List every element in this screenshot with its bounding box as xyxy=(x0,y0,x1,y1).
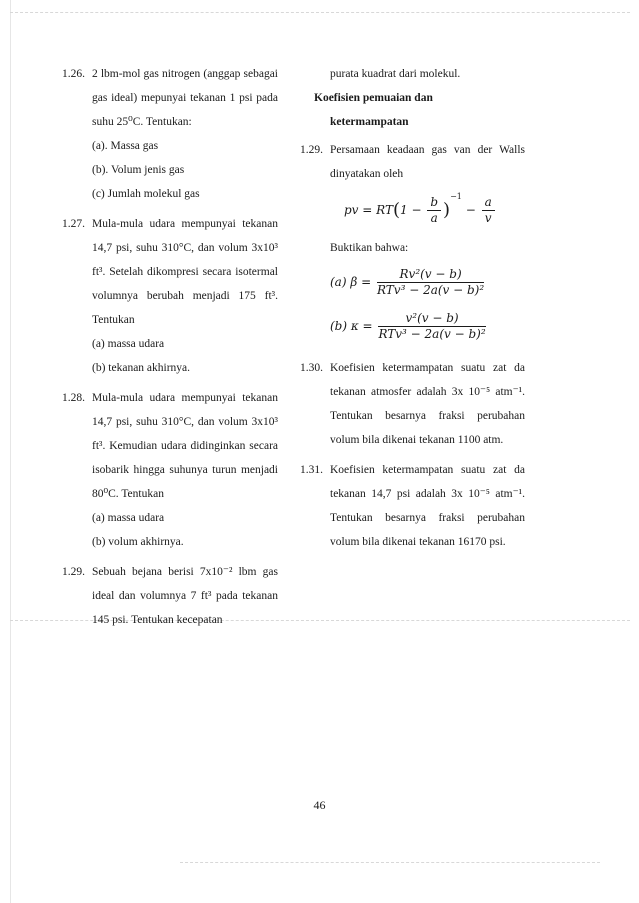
scan-edge-left xyxy=(10,0,11,903)
problem-text: Mula-mula udara mempunyai tekanan 14,7 psi, suhu 310°C, dan volum 3x10³ ft³. Kemudian udara didinginkan secara isobarik hingga suhunya turun menjadi 80⁰C. Tentukan xyxy=(92,392,278,500)
equation-kappa xyxy=(300,304,525,348)
problem-1-26 xyxy=(62,62,278,206)
problem-number: 1.26. xyxy=(62,68,85,80)
fraction-kappa xyxy=(378,311,485,342)
problem-text: Sebuah bejana berisi 7x10⁻² lbm gas ideal dan volumnya 7 ft³ pada tekanan 145 psi. Tentukan kecepatan xyxy=(92,566,278,626)
fraction-a-over-v xyxy=(482,195,495,226)
fraction-b-over-a xyxy=(427,195,441,226)
numerator: a xyxy=(482,195,495,211)
problem-text: Koefisien ketermampatan suatu zat da tekanan 14,7 psi adalah 3x 10⁻⁵ atm⁻¹. Tentukan besarnya fraksi perubahan volum bila dikenai tekanan 16170 psi. xyxy=(330,464,525,548)
problem-1-28 xyxy=(62,386,278,554)
eq-one: 1 − xyxy=(400,203,422,217)
problem-1-31 xyxy=(300,458,525,554)
equation-van-der-waals xyxy=(300,188,525,232)
problem-number: 1.29. xyxy=(62,566,85,578)
problem-text: 2 lbm-mol gas nitrogen (anggap sebagai gas ideal) mepunyai tekanan 1 psi pada suhu 25⁰C. Tentukan: xyxy=(92,68,278,128)
problem-text: Mula-mula udara mempunyai tekanan 14,7 psi, suhu 310°C, dan volum 3x10³ ft³. Setelah dikompresi secara isotermal volumnya berubah menjadi 175 ft³. Tentukan xyxy=(92,218,278,326)
item: (a) massa udara xyxy=(92,512,165,524)
problem-number: 1.27. xyxy=(62,218,85,230)
eq-lhs: pv = RT xyxy=(344,203,393,217)
prove-label: Buktikan bahwa: xyxy=(330,242,409,254)
item: (b) tekanan akhirnya. xyxy=(92,362,191,374)
numerator: Rv²(v − b) xyxy=(377,267,484,283)
item: (a). Massa gas xyxy=(92,140,159,152)
item: (a) massa udara xyxy=(92,338,165,350)
problem-number: 1.31. xyxy=(300,464,323,476)
right-column xyxy=(300,62,525,560)
problem-1-27 xyxy=(62,212,278,380)
paren-close: ) xyxy=(443,199,451,221)
scan-line-bottom xyxy=(180,862,600,863)
item: (b) volum akhirnya. xyxy=(92,536,184,548)
scan-line-top xyxy=(10,12,630,13)
section-heading-line-1: Koefisien pemuaian dan xyxy=(314,92,433,104)
denominator: a xyxy=(430,211,438,225)
item: (b). Volum jenis gas xyxy=(92,164,185,176)
denominator: RTv³ − 2a(v − b)² xyxy=(378,327,486,341)
eq-minus: − xyxy=(465,203,476,217)
numerator: v²(v − b) xyxy=(378,311,485,327)
denominator: v xyxy=(484,211,492,225)
paren-open: ( xyxy=(392,199,401,221)
problem-1-30 xyxy=(300,356,525,452)
equation-beta xyxy=(300,260,525,304)
problem-text: Koefisien ketermampatan suatu zat da tekanan atmosfer adalah 3x 10⁻⁵ atm⁻¹. Tentukan besarnya fraksi perubahan volum bila dikenai tekanan 1100 atm. xyxy=(330,362,525,446)
problem-number: 1.30. xyxy=(300,362,323,374)
continuation-text: purata kuadrat dari molekul. xyxy=(330,68,461,80)
section-heading-line-2: ketermampatan xyxy=(330,116,409,128)
exponent: −1 xyxy=(450,192,462,201)
eq-label: (b) κ = xyxy=(330,319,373,333)
page-number: 46 xyxy=(313,798,326,812)
denominator: RTv³ − 2a(v − b)² xyxy=(376,283,485,297)
problem-1-29-right xyxy=(300,138,525,186)
eq-label: (a) β = xyxy=(330,275,372,289)
left-column xyxy=(62,62,278,638)
problem-number: 1.29. xyxy=(300,144,323,156)
problem-text: Persamaan keadaan gas van der Walls dinyatakan oleh xyxy=(330,144,525,180)
problem-number: 1.28. xyxy=(62,392,85,404)
problem-1-29-left xyxy=(62,560,278,632)
fraction-beta xyxy=(377,267,484,298)
numerator: b xyxy=(427,195,441,211)
item: (c) Jumlah molekul gas xyxy=(92,188,200,200)
